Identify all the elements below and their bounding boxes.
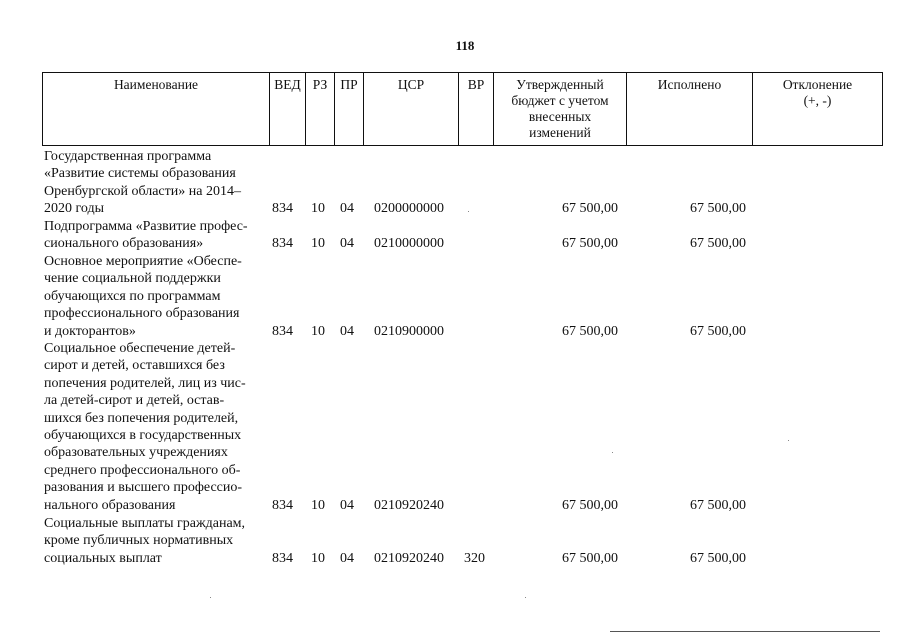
scan-speck: [788, 440, 789, 441]
row-executed: 67 500,00: [690, 236, 746, 251]
header-deviation: Отклонение (+, -): [782, 77, 853, 108]
row-csr: 0210000000: [374, 236, 444, 251]
row-pr: 04: [340, 324, 354, 339]
row-csr: 0210900000: [374, 324, 444, 339]
scan-speck: [525, 597, 526, 598]
row-rz: 10: [311, 498, 325, 513]
row-pr: 04: [340, 498, 354, 513]
row-budget: 67 500,00: [562, 201, 618, 216]
row-csr: 0210920240: [374, 551, 444, 566]
row-pr: 04: [340, 236, 354, 251]
row-name: Основное мероприятие «Обеспе- чение социальной поддержки обучающихся по программам профессионального образования и докторантов»: [44, 254, 242, 339]
row-pr: 04: [340, 201, 354, 216]
row-rz: 10: [311, 201, 325, 216]
row-executed: 67 500,00: [690, 551, 746, 566]
row-executed: 67 500,00: [690, 498, 746, 513]
scan-speck: [468, 211, 469, 212]
row-rz: 10: [311, 551, 325, 566]
row-ved: 834: [272, 236, 293, 251]
header-executed: Исполнено: [627, 73, 753, 145]
row-executed: 67 500,00: [690, 201, 746, 216]
row-name: Социальные выплаты гражданам, кроме публичных нормативных социальных выплат: [44, 516, 246, 566]
scan-speck: [210, 597, 211, 598]
row-name: Социальное обеспечение детей- сирот и детей, оставшихся без попечения родителей, лиц из чис- ла детей-сирот и детей, остав- шихся без попечения родителей, обучающихся в государственных образовательных учреждениях среднего профессионального об- разования и высшего профессио- нального образования: [44, 341, 246, 513]
row-csr: 0210920240: [374, 498, 444, 513]
header-vr: ВР: [459, 73, 494, 145]
scan-edge-line: [610, 631, 880, 632]
row-ved: 834: [272, 498, 293, 513]
header-pr: ПР: [335, 73, 364, 145]
row-budget: 67 500,00: [562, 324, 618, 339]
row-budget: 67 500,00: [562, 498, 618, 513]
header-ved: ВЕД: [270, 73, 306, 145]
header-name: Наименование: [43, 73, 270, 145]
row-vr: 320: [464, 551, 485, 566]
row-ved: 834: [272, 324, 293, 339]
row-rz: 10: [311, 236, 325, 251]
row-ved: 834: [272, 201, 293, 216]
row-ved: 834: [272, 551, 293, 566]
row-budget: 67 500,00: [562, 551, 618, 566]
scan-speck: [612, 452, 613, 453]
header-rz: РЗ: [306, 73, 335, 145]
row-rz: 10: [311, 324, 325, 339]
table-header: [42, 72, 883, 146]
page-number: 118: [455, 38, 475, 53]
row-csr: 0200000000: [374, 201, 444, 216]
header-csr: ЦСР: [364, 73, 459, 145]
row-pr: 04: [340, 551, 354, 566]
row-name: Государственная программа «Развитие системы образования Оренбургской области» на 2014– 2020 годы: [44, 149, 241, 217]
row-budget: 67 500,00: [562, 236, 618, 251]
row-executed: 67 500,00: [690, 324, 746, 339]
row-name: Подпрограмма «Развитие профес- сионального образования»: [44, 219, 248, 252]
header-budget: Утвержденный бюджет с учетом внесенных изменений: [494, 73, 627, 145]
